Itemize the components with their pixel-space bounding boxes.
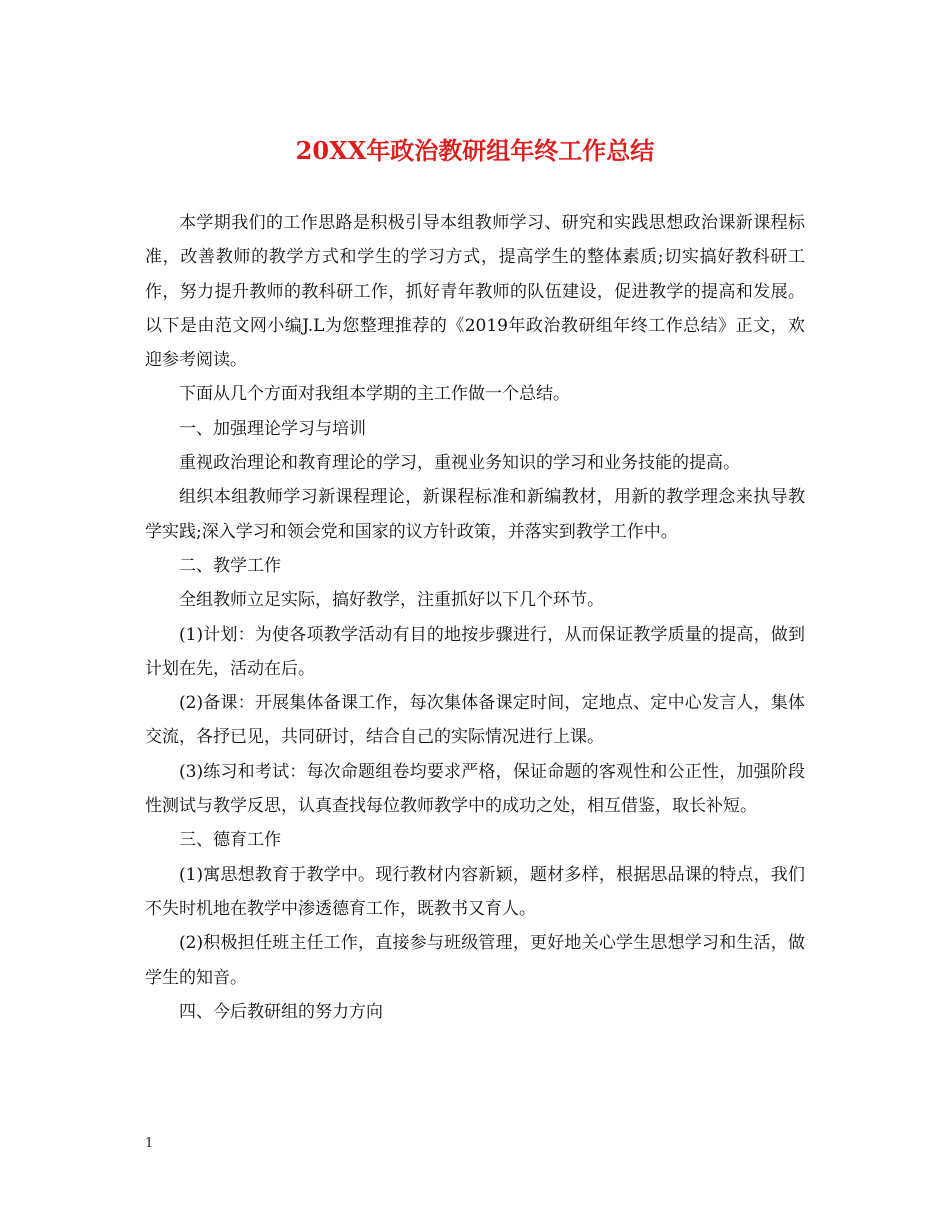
paragraph-plan: (1)计划：为使各项教学活动有目的地按步骤进行，从而保证教学质量的提高，做到计划在先，活动在后。 <box>145 624 805 679</box>
document-body <box>145 206 805 1029</box>
paragraph-lesson-prep: (2)备课：开展集体备课工作，每次集体备课定时间，定地点、定中心发言人，集体交流，各抒已见，共同研讨，结合自己的实际情况进行上课。 <box>145 693 805 748</box>
section-heading-future-direction: 四、今后教研组的努力方向 <box>179 1001 383 1022</box>
paragraph-moral-1: (1)寓思想教育于教学中。现行教材内容新颖，题材多样，根据思品课的特点，我们不失时机地在教学中渗透德育工作，既教书又育人。 <box>145 864 805 919</box>
paragraph-summary-lead: 下面从几个方面对我组本学期的主工作做一个总结。 <box>179 384 570 405</box>
section-heading-teaching: 二、教学工作 <box>179 555 281 576</box>
paragraph-theory-2: 组织本组教师学习新课程理论，新课程标准和新编教材，用新的教学理念来执导教学实践;深入学习和领会党和国家的议方针政策，并落实到教学工作中。 <box>145 487 805 542</box>
paragraph-teaching-lead: 全组教师立足实际，搞好教学，注重抓好以下几个环节。 <box>179 590 604 611</box>
paragraph-moral-2: (2)积极担任班主任工作，直接参与班级管理，更好地关心学生思想学习和生活，做学生的知音。 <box>145 933 805 988</box>
page-number: 1 <box>145 1136 154 1151</box>
section-heading-theory: 一、加强理论学习与培训 <box>179 418 366 439</box>
paragraph-exercises-exams: (3)练习和考试：每次命题组卷均要求严格，保证命题的客观性和公正性，加强阶段性测试与教学反思，认真查找每位教师教学中的成功之处，相互借鉴，取长补短。 <box>145 761 805 817</box>
paragraph-theory-1: 重视政治理论和教育理论的学习，重视业务知识的学习和业务技能的提高。 <box>179 453 740 474</box>
paragraph-intro: 本学期我们的工作思路是积极引导本组教师学习、研究和实践思想政治课新课程标准，改善教师的教学方式和学生的学习方式，提高学生的整体素质;切实搞好教科研工作，努力提升教师的教科研工作，抓好青年教师的队伍建设，促进教学的提高和发展。以下是由范文网小编J.L为您整理推荐的《2019年政治教研组年终工作总结》正文，欢迎参考阅读。 <box>145 213 805 371</box>
document-title: 20XX年政治教研组年终工作总结 <box>295 136 655 165</box>
section-heading-moral-education: 三、德育工作 <box>179 830 281 851</box>
